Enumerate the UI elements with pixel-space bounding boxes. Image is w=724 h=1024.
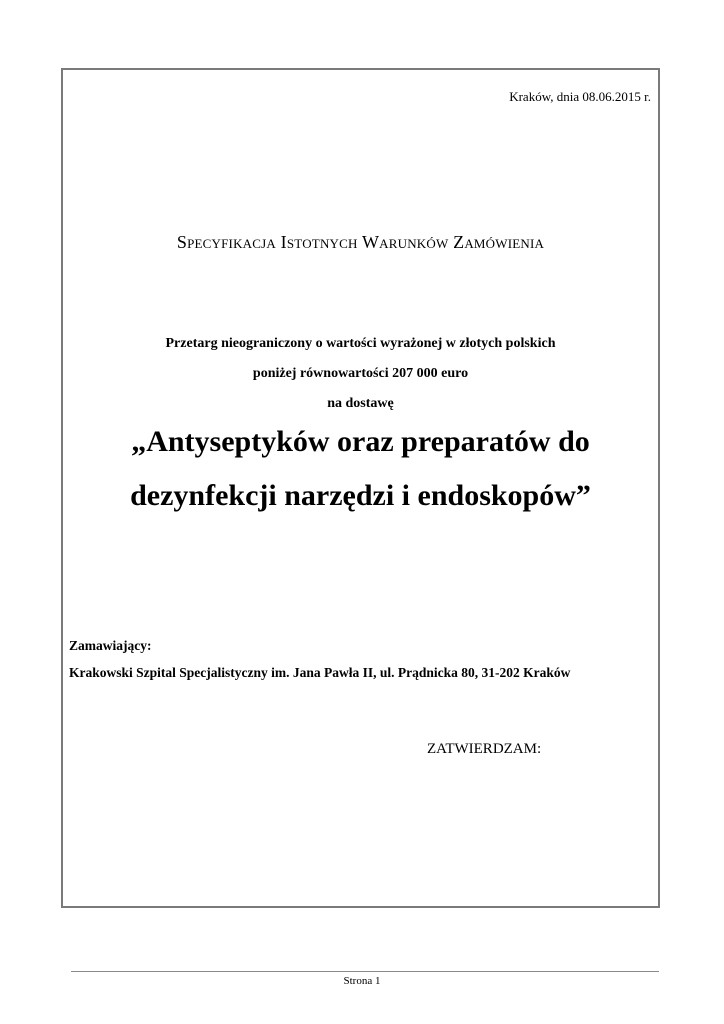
tender-threshold-line: poniżej równowartości 207 000 euro: [252, 366, 469, 381]
document-frame: [61, 68, 660, 908]
tender-delivery-line: na dostawę: [327, 396, 394, 411]
page-number: Strona 1: [343, 975, 381, 987]
subject-title-line-1: „Antyseptyków oraz preparatów do: [131, 425, 590, 458]
date-line: Kraków, dnia 08.06.2015 r.: [509, 89, 651, 104]
approval-label: ZATWIERDZAM:: [427, 741, 542, 757]
tender-type-line: Przetarg nieograniczony o wartości wyrażonej w złotych polskich: [165, 336, 556, 351]
subject-title-line-2: dezynfekcji narzędzi i endoskopów”: [130, 479, 591, 512]
orderer-name-address: Krakowski Szpital Specjalistyczny im. Jana Pawła II, ul. Prądnicka 80, 31-202 Kraków: [69, 665, 571, 680]
orderer-label: Zamawiający:: [69, 638, 152, 653]
footer-divider: [71, 971, 659, 972]
specification-title: Specyfikacja Istotnych Warunków Zamówienia: [176, 232, 545, 252]
